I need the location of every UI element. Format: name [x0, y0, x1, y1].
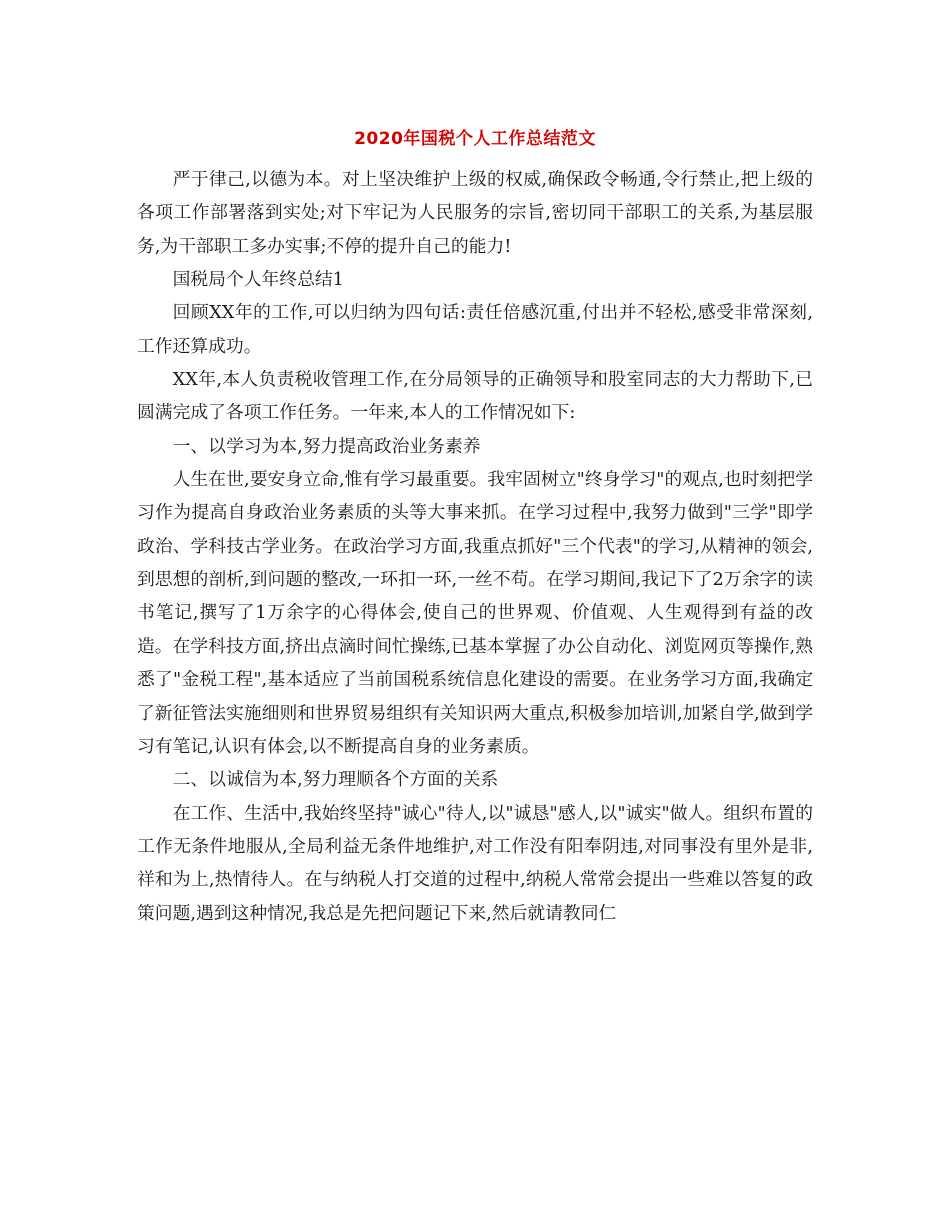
paragraph-overview: XX年,本人负责税收管理工作,在分局领导的正确领导和股室同志的大力帮助下,已圆满完成了各项工作任务。一年来,本人的工作情况如下: [137, 369, 813, 424]
section-heading-summary-1: 国税局个人年终总结1 [172, 269, 344, 291]
document-title: 2020年国税个人工作总结范文 [354, 129, 596, 149]
section-heading-integrity: 二、以诚信为本,努力理顺各个方面的关系 [172, 769, 499, 791]
paragraph-intro: 严于律己,以德为本。对上坚决维护上级的权威,确保政令畅通,令行禁止,把上级的各项工作部署落到实处;对下牢记为人民服务的宗旨,密切同干部职工的关系,为基层服务,为干部职工多办实事;不停的提升自己的能力! [137, 169, 813, 257]
paragraph-review: 回顾XX年的工作,可以归纳为四句话:责任倍感沉重,付出并不轻松,感受非常深刻,工作还算成功。 [137, 302, 813, 357]
section-heading-study: 一、以学习为本,努力提高政治业务素养 [172, 435, 481, 457]
document-body [137, 163, 813, 930]
paragraph-integrity: 在工作、生活中,我始终坚持"诚心"待人,以"诚恳"感人,以"诚实"做人。组织布置的工作无条件地服从,全局利益无条件地维护,对工作没有阳奉阴违,对同事没有里外是非,祥和为上,热情待人。在与纳税人打交道的过程中,纳税人常常会提出一些难以答复的政策问题,遇到这种情况,我总是先把问题记下来,然后就请教同仁 [137, 802, 813, 924]
paragraph-study: 人生在世,要安身立命,惟有学习最重要。我牢固树立"终身学习"的观点,也时刻把学习作为提高自身政治业务素质的头等大事来抓。在学习过程中,我努力做到"三学"即学政治、学科技古学业务。在政治学习方面,我重点抓好"三个代表"的学习,从精神的领会,到思想的剖析,到问题的整改,一环扣一环,一丝不苟。在学习期间,我记下了2万余字的读书笔记,撰写了1万余字的心得体会,使自己的世界观、价值观、人生观得到有益的改造。在学科技方面,挤出点滴时间忙操练,已基本掌握了办公自动化、浏览网页等操作,熟悉了"金税工程",基本适应了当前国税系统信息化建设的需要。在业务学习方面,我确定了新征管法实施细则和世界贸易组织有关知识两大重点,积极参加培训,加紧自学,做到学习有笔记,认识有体会,以不断提高自身的业务素质。 [137, 469, 813, 757]
